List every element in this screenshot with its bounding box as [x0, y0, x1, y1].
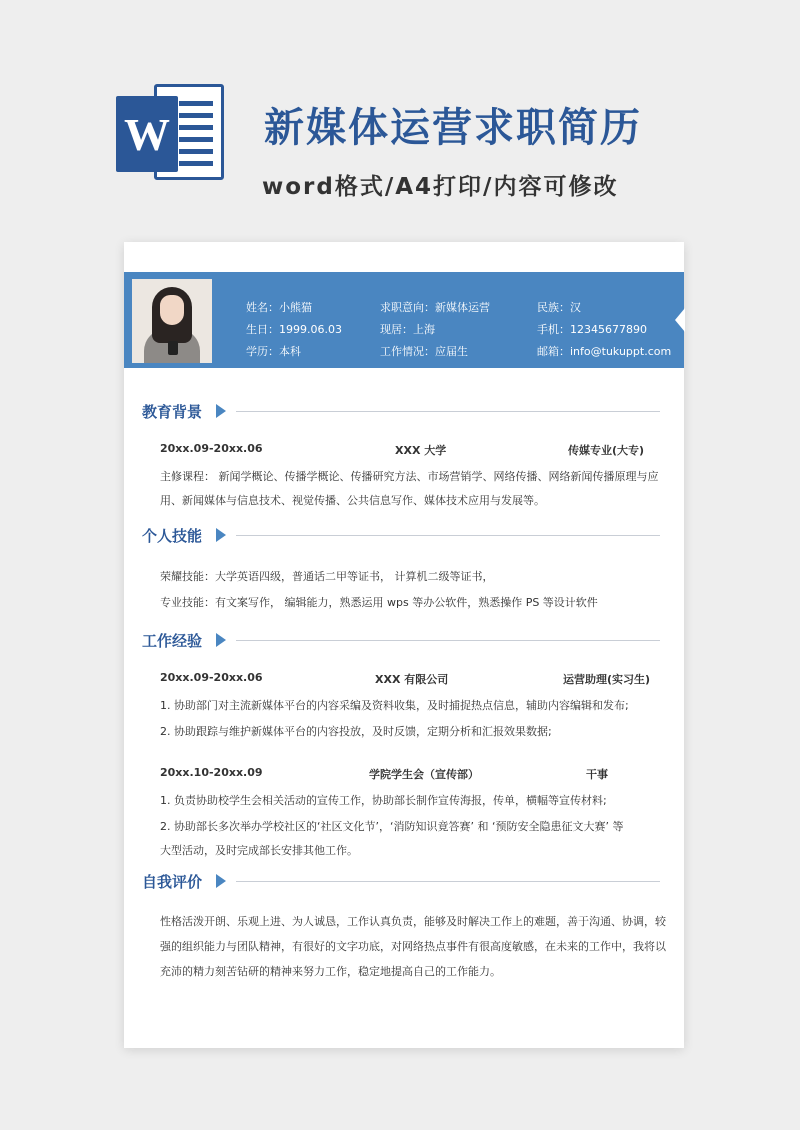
self-eval-line-2: 强的组织能力与团队精神，有很好的文字功底，对网络热点事件有很高度敏感，在未来的工作中，我将以 [160, 940, 666, 953]
profile-residence [380, 321, 435, 337]
edu-label: 学历： [246, 345, 279, 358]
job-item: 1. 协助部门对主流新媒体平台的内容采编及资料收集，及时捕捉热点信息，辅助内容编辑和发布; [160, 699, 629, 712]
section-divider [236, 535, 660, 536]
profile-education [246, 343, 301, 359]
education-school: XXX 大学 [395, 444, 447, 457]
job-item: 1. 负责协助校学生会相关活动的宣传工作，协助部长制作宣传海报，传单，横幅等宣传材料; [160, 794, 607, 807]
word-badge: W [116, 96, 178, 172]
status-value: 应届生 [435, 345, 468, 358]
section-divider [236, 640, 660, 641]
section-divider [236, 881, 660, 882]
job-org: 学院学生会（宣传部） [369, 768, 479, 781]
triangle-marker-icon [216, 874, 226, 888]
profile-birth [246, 321, 342, 337]
job-item: 2. 协助部长多次举办学校社区的‘社区文化节’，‘消防知识竟答赛’ 和 ‘预防安全隐患征文大赛’ 等 [160, 820, 624, 833]
section-title-education: 教育背景 [142, 403, 203, 421]
residence-value: 上海 [413, 323, 435, 336]
job-org: XXX 有限公司 [375, 673, 449, 686]
section-title-skills: 个人技能 [142, 527, 203, 545]
page-title: 新媒体运营求职简历 [264, 105, 642, 151]
section-title-work: 工作经验 [142, 632, 203, 650]
education-major: 传媒专业(大专) [568, 444, 645, 457]
profile-header [124, 272, 684, 368]
profile-ethnic [537, 299, 581, 315]
job-role: 运营助理(实习生) [563, 673, 651, 686]
education-period: 20xx.09-20xx.06 [160, 442, 263, 455]
section-title-self-eval: 自我评价 [142, 873, 203, 891]
profile-email [537, 343, 671, 359]
birth-label: 生日： [246, 323, 279, 336]
header-notch [675, 308, 685, 332]
ethnic-value: 汉 [570, 301, 581, 314]
self-eval-line-1: 性格活泼开朗、乐观上进、为人诚恳，工作认真负责，能够及时解决工作上的难题，善于沟通、协调，较 [160, 915, 666, 928]
name-label: 姓名： [246, 301, 279, 314]
phone-value: 12345677890 [570, 323, 647, 336]
email-label: 邮箱： [537, 345, 570, 358]
page-subtitle: word格式/A4打印/内容可修改 [262, 174, 619, 200]
intent-value: 新媒体运营 [435, 301, 490, 314]
status-label: 工作情况： [380, 345, 435, 358]
name-value: 小熊猫 [279, 301, 312, 314]
profile-intent [380, 299, 490, 315]
phone-label: 手机： [537, 323, 570, 336]
word-logo-icon [116, 84, 226, 184]
education-courses-line-1: 主修课程： 新闻学概论、传播学概论、传播研究方法、市场营销学、网络传播、网络新闻传播原理与应 [160, 470, 659, 483]
job-item: 大型活动，及时完成部长安排其他工作。 [160, 844, 358, 857]
job-period: 20xx.09-20xx.06 [160, 671, 263, 684]
profile-name [246, 299, 312, 315]
job-period: 20xx.10-20xx.09 [160, 766, 263, 779]
triangle-marker-icon [216, 633, 226, 647]
profile-status [380, 343, 468, 359]
profile-phone [537, 321, 647, 337]
triangle-marker-icon [216, 404, 226, 418]
resume-paper [124, 242, 684, 1048]
edu-value: 本科 [279, 345, 301, 358]
education-courses-line-2: 用、新闻媒体与信息技术、视觉传播、公共信息写作、媒体技术应用与发展等。 [160, 494, 545, 507]
birth-value: 1999.06.03 [279, 323, 342, 336]
residence-label: 现居： [380, 323, 413, 336]
skills-line-1: 荣耀技能：大学英语四级，普通话二甲等证书， 计算机二级等证书， [160, 570, 494, 583]
section-divider [236, 411, 660, 412]
self-eval-line-3: 充沛的精力刻苦钻研的精神来努力工作，稳定地提高自己的工作能力。 [160, 965, 501, 978]
triangle-marker-icon [216, 528, 226, 542]
job-item: 2. 协助跟踪与维护新媒体平台的内容投放，及时反馈，定期分析和汇报效果数据; [160, 725, 552, 738]
job-role: 干事 [586, 768, 608, 781]
intent-label: 求职意向： [380, 301, 435, 314]
avatar [132, 279, 212, 363]
email-value: info@tukuppt.com [570, 345, 672, 358]
ethnic-label: 民族： [537, 301, 570, 314]
skills-line-2: 专业技能：有文案写作， 编辑能力，熟悉运用 wps 等办公软件，熟悉操作 PS 等设计软件 [160, 596, 598, 609]
